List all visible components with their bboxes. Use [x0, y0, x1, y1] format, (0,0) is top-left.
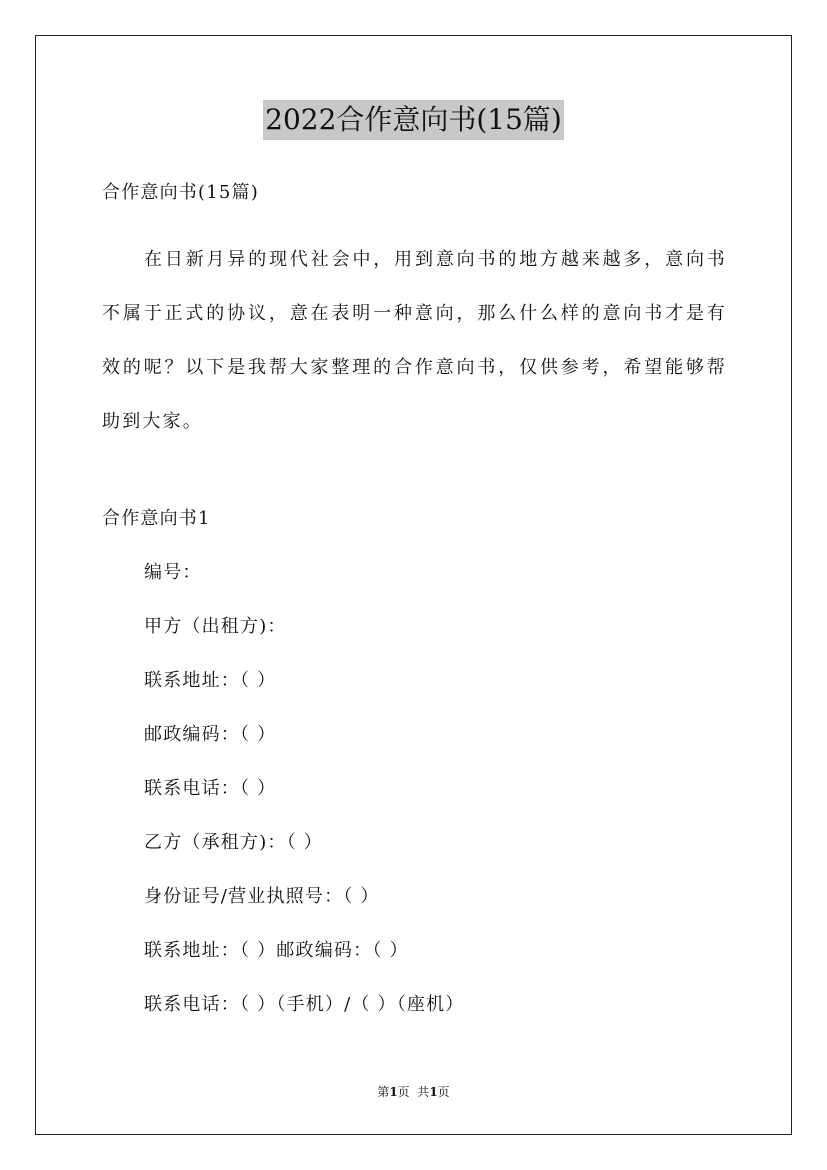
footer-page-number: 1 — [389, 1085, 398, 1099]
title-wrap — [0, 100, 827, 140]
document-title: 2022合作意向书(15篇) — [263, 100, 564, 140]
field-phone-b: 联系电话：（ ）（手机）/（ ）（座机） — [144, 994, 465, 1015]
intro-paragraph: 在日新月异的现代社会中，用到意向书的地方越来越多，意向书不属于正式的协议，意在表明一种意向，那么什么样的意向书才是有效的呢？以下是我帮大家整理的合作意向书，仅供参考，希望能够帮助到大家。 — [102, 249, 727, 432]
field-party-b: 乙方（承租方)：（ ） — [144, 832, 323, 853]
footer-suffix: 页 — [437, 1085, 450, 1099]
page-footer — [0, 1084, 827, 1100]
field-phone-a: 联系电话：（ ） — [144, 778, 277, 799]
field-postcode-a: 邮政编码：（ ） — [144, 724, 277, 745]
field-party-a: 甲方（出租方)： — [144, 616, 287, 637]
field-address-a: 联系地址：（ ） — [144, 670, 277, 691]
field-address-postcode-b: 联系地址：（ ）邮政编码：（ ） — [144, 940, 409, 961]
footer-total-pages: 1 — [429, 1085, 438, 1099]
field-number: 编号： — [144, 562, 202, 583]
section-heading: 合作意向书1 — [102, 508, 211, 529]
footer-mid: 页 共 — [397, 1085, 430, 1099]
field-id-number: 身份证号/营业执照号：（ ） — [144, 886, 380, 907]
footer-prefix: 第 — [377, 1085, 390, 1099]
document-subtitle: 合作意向书(15篇) — [102, 182, 259, 203]
